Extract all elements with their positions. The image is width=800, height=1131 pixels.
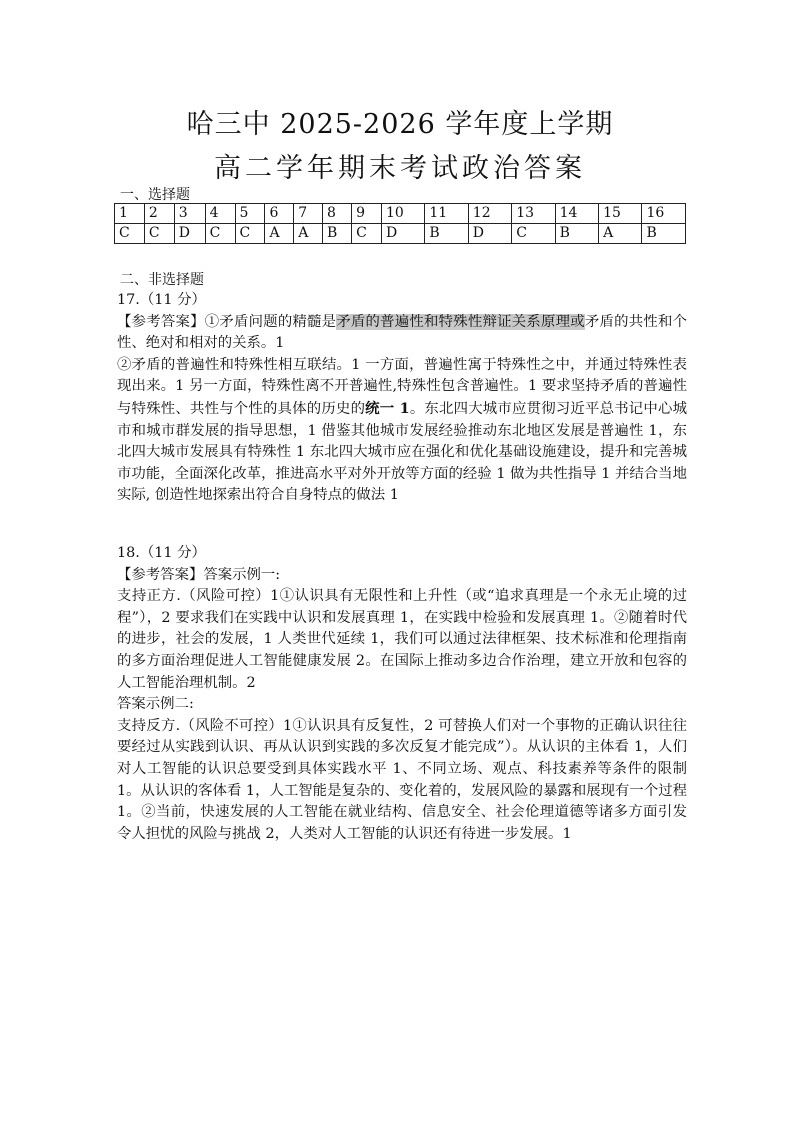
answer-row	[115, 224, 686, 244]
table-cell: C	[235, 224, 265, 244]
answer-text: ②矛盾的普遍性和特殊性相互联结。1 一方面，普遍性寓于特殊性之中，并通过特殊性表现出来。1 另一方面，特殊性离不开普遍性,特殊性包含普遍性。1 要求坚持矛盾的普遍性与特殊性、共性与个性的具体的历史的	[117, 356, 687, 417]
table-cell: 5	[235, 204, 265, 224]
table-cell: A	[265, 224, 294, 244]
section-open-questions-label: 二、非选择题	[120, 272, 204, 288]
table-cell: A	[294, 224, 323, 244]
answer-suffix: 矛盾的共性和个性、绝对和相对的关系。1	[117, 313, 687, 352]
table-cell: 11	[425, 204, 468, 224]
question-18-example-2-label: 答案示例二:	[117, 696, 194, 713]
table-cell: 1	[115, 204, 145, 224]
table-cell: 15	[599, 204, 642, 224]
table-cell: 16	[642, 204, 686, 224]
table-cell: B	[425, 224, 468, 244]
highlighted-text: 矛盾的普遍性和特殊性辩证关系原理或	[336, 313, 585, 330]
table-cell: 10	[381, 204, 424, 224]
table-cell: C	[512, 224, 555, 244]
table-cell: 13	[512, 204, 555, 224]
table-cell: C	[352, 224, 382, 244]
question-17-answer-part1	[117, 312, 687, 355]
answer-prefix: 【参考答案】①矛盾问题的精髓是	[117, 313, 337, 330]
table-cell: D	[174, 224, 205, 244]
question-18-example-2: 支持反方.（风险不可控）1①认识具有反复性，2 可替换人们对一个事物的正确认识往往要经过从实践到认识、再从认识到实践的多次反复才能完成”）。从认识的主体看 1，人们对人工智能的认识总要受到具体实践水平 1、不同立场、观点、科技素养等条件的限制 1。从认识的客体看 1，人工智能是复杂的、变化着的，发展风险的暴露和展现有一个过程 1。②当前，快速发展的人工智能在就业结构、信息安全、社会伦理道德等诸多方面引发令人担忧的风险与挑战 2，人类对人工智能的认识还有待进一步发展。1	[117, 717, 687, 842]
question-17-block	[117, 290, 687, 507]
answer-table	[114, 203, 686, 244]
question-18-block	[117, 543, 687, 845]
table-cell: 9	[352, 204, 382, 224]
question-number-row	[115, 204, 686, 224]
question-18-example-1: 支持正方.（风险可控）1①认识具有无限性和上升性（或“追求真理是一个永无止境的过程”），2 要求我们在实践中认识和发展真理 1，在实践中检验和发展真理 1。②随着时代的进步，社会的发展，1 人类世代延续 1，我们可以通过法律框架、技术标准和伦理指南的多方面治理促进人工智能健康发展 2。在国际上推动多边合作治理，建立开放和包容的人工智能治理机制。2	[117, 588, 687, 691]
table-cell: 3	[174, 204, 205, 224]
table-cell: B	[555, 224, 598, 244]
table-cell: D	[381, 224, 424, 244]
table-cell: 14	[555, 204, 598, 224]
table-cell: C	[115, 224, 145, 244]
table-cell: C	[205, 224, 235, 244]
answer-text: 。东北四大城市应贯彻习近平总书记中心城市和城市群发展的指导思想，1 借鉴其他城市发展经验推动东北地区发展是普遍性 1，东北四大城市发展具有特殊性 1 东北四大城市应在强化和优化基础设施建设，提升和完善城市功能，全面深化改革，推进高水平对外开放等方面的经验 1 做为共性指导 1 并结合当地实际, 创造性地探索出符合自身特点的做法 1	[117, 400, 687, 504]
question-18-intro: 【参考答案】答案示例一:	[117, 566, 281, 583]
question-18-header: 18.（11 分）	[117, 545, 206, 561]
document-title: 哈三中 2025-2026 学年度上学期	[186, 109, 614, 140]
table-cell: 7	[294, 204, 323, 224]
table-cell: B	[322, 224, 351, 244]
question-17-answer-part2	[117, 355, 687, 507]
table-cell: C	[144, 224, 174, 244]
table-cell: 4	[205, 204, 235, 224]
table-cell: A	[599, 224, 642, 244]
bold-text: 统一 1	[365, 399, 410, 417]
table-cell: 12	[468, 204, 511, 224]
table-cell: 6	[265, 204, 294, 224]
document-subtitle: 高二学年期末考试政治答案	[214, 153, 586, 184]
table-cell: B	[642, 224, 686, 244]
section-multiple-choice-label: 一、选择题	[120, 187, 190, 203]
table-cell: 8	[322, 204, 351, 224]
table-cell: 2	[144, 204, 174, 224]
question-17-header: 17.（11 分）	[117, 292, 206, 308]
table-cell: D	[468, 224, 511, 244]
